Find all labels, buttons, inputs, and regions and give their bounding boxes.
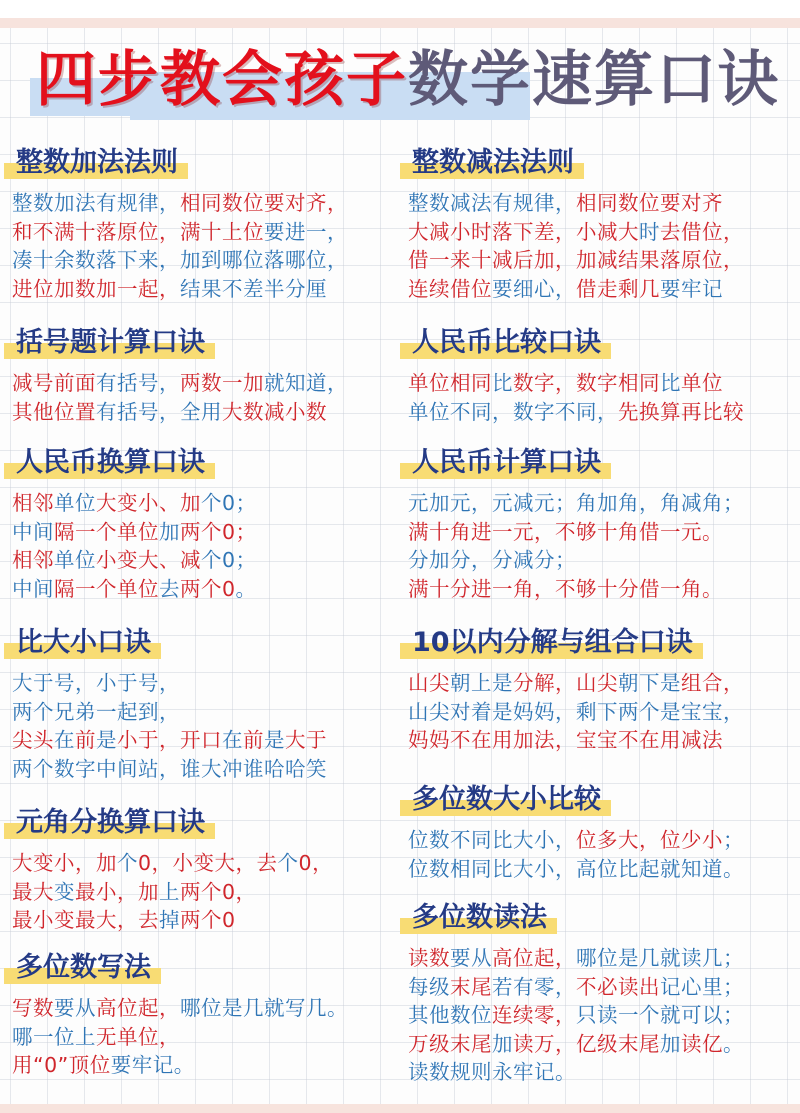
title-part-red: 四步教会孩子	[36, 45, 408, 115]
blue-text-run: 是	[96, 728, 117, 752]
red-text-run: 单位相同	[408, 371, 492, 395]
red-text-run: 写数	[12, 996, 54, 1020]
section-right-1	[408, 325, 744, 426]
section-left-0	[12, 145, 348, 303]
rhyme-line	[408, 575, 744, 604]
section-title-text: 多位数写法	[16, 952, 151, 983]
red-text-run: 减号前面	[12, 371, 96, 395]
section-title-text: 比大小口诀	[16, 627, 151, 658]
blue-text-run: 加到哪位落哪位，	[180, 248, 348, 272]
blue-text-run: 两个兄弟一起到，	[12, 699, 180, 724]
red-text-run: 读亿	[681, 1031, 723, 1056]
rhyme-line	[12, 906, 333, 935]
section-left-5	[12, 950, 348, 1080]
blue-text-run: 个	[277, 851, 299, 875]
section-title-text: 括号题计算口诀	[16, 327, 205, 358]
rhyme-line	[12, 849, 333, 878]
rhyme-line	[12, 489, 257, 518]
blue-text-run: 大于号，小于号，	[12, 671, 180, 695]
red-text-run: 分解，山尖	[513, 671, 618, 695]
rhyme-line	[12, 1023, 348, 1052]
section-right-0	[408, 145, 744, 303]
section-body	[12, 994, 348, 1080]
rhyme-line	[12, 218, 348, 247]
section-body	[408, 669, 744, 755]
blue-text-run: 要从	[450, 946, 492, 970]
red-text-run: 先换算再比较	[618, 399, 744, 424]
section-title	[408, 625, 697, 661]
blue-text-run: 山尖对着是妈妈，剩下两个是宝宝，	[408, 699, 744, 724]
blue-text-run: 朝上是	[450, 671, 513, 695]
red-text-run: 去借位，	[660, 219, 744, 244]
blue-text-run: 比	[492, 371, 513, 395]
red-text-run: 连续借位	[408, 276, 492, 301]
rhyme-line	[408, 246, 744, 275]
blue-text-run: 是	[264, 728, 285, 752]
blue-text-run: ；	[723, 828, 744, 852]
blue-text-run: 元加元，元减元；角加角，角减角；	[408, 491, 744, 515]
section-left-2	[12, 445, 257, 603]
red-text-run: 相同数位要对齐	[576, 191, 723, 215]
red-text-run: 妈妈不在用加法，宝宝不在用减法	[408, 728, 723, 752]
blue-text-run: 中间	[12, 519, 54, 544]
red-text-run: 大变小，加	[12, 851, 117, 875]
blue-text-run: 凑十余数落下来，	[12, 248, 180, 272]
section-title	[12, 950, 155, 986]
blue-text-run: 有括号，	[96, 371, 180, 395]
section-title	[408, 445, 605, 481]
red-text-run: 隔一个单位	[54, 519, 159, 544]
section-title-text: 元角分换算口诀	[16, 807, 205, 838]
section-title-text: 人民币换算口诀	[16, 447, 205, 478]
section-left-4	[12, 805, 333, 935]
rhyme-line	[408, 518, 744, 547]
blue-text-run: 时	[639, 219, 660, 244]
red-text-run: 高位起，	[492, 946, 576, 970]
section-title-text: 10以内分解与组合口诀	[412, 627, 693, 658]
bottom-divider	[0, 1104, 800, 1113]
red-text-run: 最大	[12, 879, 54, 904]
section-body	[408, 489, 744, 603]
blue-text-run: 个0；	[201, 548, 257, 572]
blue-text-run: 在	[54, 728, 75, 752]
blue-text-run: 变	[54, 879, 75, 904]
title-text	[36, 44, 780, 116]
rhyme-line	[408, 218, 744, 247]
red-text-run: 前	[75, 728, 96, 752]
red-text-run: 高位起，	[96, 996, 180, 1020]
blue-text-run: 加	[159, 519, 180, 544]
red-text-run: 万级末尾	[408, 1031, 492, 1056]
section-body	[408, 189, 744, 303]
title-part-grey: 数学速算口诀	[408, 45, 780, 115]
red-text-run: 其他位置	[12, 399, 96, 424]
red-text-run: 不必读出	[576, 974, 660, 999]
rhyme-line	[12, 698, 327, 727]
rhyme-line	[408, 973, 744, 1002]
red-text-run: 读万，亿级末尾	[513, 1031, 660, 1056]
red-text-run: 隔一个单位	[54, 576, 159, 601]
section-title	[12, 145, 182, 181]
red-text-run: 连续零，	[492, 1003, 576, 1027]
blue-text-run: 有括号，	[96, 399, 180, 424]
rhyme-line	[12, 189, 348, 218]
section-left-3	[12, 625, 327, 783]
section-title-text: 人民币计算口诀	[412, 447, 601, 478]
red-text-run: 用“0”顶位	[12, 1053, 111, 1077]
section-body	[12, 669, 327, 783]
rhyme-line	[408, 489, 744, 518]
blue-text-run: 就知道，	[264, 371, 348, 395]
rhyme-line	[12, 275, 348, 304]
red-text-run: 借走剩几	[576, 276, 660, 301]
red-text-run: 大减小时落下差，小减大	[408, 219, 639, 244]
blue-text-run: 单位不同，数字不同，	[408, 399, 618, 424]
section-right-4	[408, 782, 744, 883]
red-text-run: 相同数位要对齐，	[180, 191, 348, 215]
section-body	[12, 849, 333, 935]
rhyme-line	[408, 275, 744, 304]
rhyme-line	[12, 669, 327, 698]
red-text-run: 借一来十减后加，加减结果落原位，	[408, 248, 744, 272]
rhyme-line	[408, 546, 744, 575]
section-title-text: 整数减法法则	[412, 147, 574, 178]
blue-text-run: 每级	[408, 974, 450, 999]
blue-text-run: 只读一个就可以；	[576, 1003, 744, 1027]
red-text-run: 数字，数字相同	[513, 371, 660, 395]
blue-text-run: 朝下是	[618, 671, 681, 695]
blue-text-run: 要牢记。	[110, 1053, 195, 1077]
rhyme-line	[408, 1030, 744, 1059]
rhyme-line	[408, 369, 744, 398]
rhyme-line	[12, 575, 257, 604]
blue-text-run: 读数规则永牢记。	[408, 1060, 576, 1084]
rhyme-line	[12, 755, 327, 784]
rhyme-line	[408, 189, 744, 218]
red-text-run: 两个0	[180, 576, 236, 601]
rhyme-line	[408, 698, 744, 727]
blue-text-run: 去	[159, 576, 180, 601]
rhyme-line	[408, 826, 744, 855]
red-text-run: 大于	[285, 728, 327, 752]
blue-text-run: 结果不差半分厘	[180, 276, 327, 301]
section-body	[408, 944, 744, 1087]
rhyme-line	[12, 398, 348, 427]
blue-text-run: 其他数位	[408, 1003, 492, 1027]
blue-text-run: 比	[660, 371, 681, 395]
red-text-run: 无单位，	[96, 1024, 180, 1049]
section-body	[12, 369, 348, 426]
blue-text-run: 单位	[54, 491, 96, 515]
blue-text-run: 记心里；	[660, 974, 744, 999]
red-text-run: 单位	[681, 371, 723, 395]
red-text-run: 0，	[298, 851, 334, 875]
section-title	[408, 325, 605, 361]
rhyme-line	[12, 246, 348, 275]
blue-text-run: 要进一，	[264, 219, 348, 244]
top-divider	[0, 18, 800, 28]
blue-text-run: 哪位是几就写几。	[180, 996, 348, 1020]
section-title-text: 多位数大小比较	[412, 784, 601, 815]
blue-text-run: 全用	[180, 399, 222, 424]
blue-text-run: 要牢记	[660, 276, 723, 301]
red-text-run: 进位加数加一起，	[12, 276, 180, 301]
blue-text-run: 要细心，	[492, 276, 576, 301]
blue-text-run: 位数相同比大小，高位比起就知道。	[408, 856, 744, 881]
red-text-run: 位多大，位少小	[576, 828, 723, 852]
blue-text-run: 单位	[54, 548, 96, 572]
blue-text-run: 若有零，	[492, 974, 576, 999]
blue-text-run: 加	[492, 1031, 513, 1056]
blue-text-run: 掉	[159, 908, 180, 932]
section-body	[12, 489, 257, 603]
section-body	[408, 369, 744, 426]
rhyme-line	[12, 1051, 348, 1080]
section-title	[12, 805, 209, 841]
blue-text-run: 加	[660, 1031, 681, 1056]
blue-text-run: 。	[235, 576, 257, 601]
red-text-run: 两个0；	[180, 519, 257, 544]
blue-text-run: 分加分，分减分；	[408, 548, 576, 572]
red-text-run: 两个0，	[180, 879, 257, 904]
section-title	[408, 900, 551, 936]
blue-text-run: 两个数字中间站，谁大冲谁哈哈笑	[12, 756, 327, 781]
section-title	[12, 445, 209, 481]
section-title	[12, 625, 155, 661]
rhyme-line	[408, 1058, 744, 1087]
red-text-run: 和不满十落原位，	[12, 219, 180, 244]
rhyme-line	[12, 546, 257, 575]
rhyme-line	[408, 855, 744, 884]
blue-text-run: 上	[159, 879, 180, 904]
red-text-run: 读数	[408, 946, 450, 970]
section-right-3	[408, 625, 744, 755]
rhyme-line	[408, 1001, 744, 1030]
red-text-run: 组合，	[681, 671, 744, 695]
red-text-run: 两数一加	[180, 371, 264, 395]
red-text-run: 相邻	[12, 491, 54, 515]
red-text-run: 大变小、加	[96, 491, 201, 515]
red-text-run: 满十角进一元，不够十角借一元。	[408, 519, 723, 544]
section-body	[408, 826, 744, 883]
blue-text-run: 个	[117, 851, 138, 875]
blue-text-run: 整数减法有规律，	[408, 191, 576, 215]
section-title-text: 人民币比较口诀	[412, 327, 601, 358]
red-text-run: 小变大、减	[96, 548, 201, 572]
section-title	[12, 325, 209, 361]
red-text-run: 满十上位	[180, 219, 264, 244]
red-text-run: 前	[243, 728, 264, 752]
section-title-text: 整数加法法则	[16, 147, 178, 178]
section-body	[12, 189, 348, 303]
blue-text-run: 整数加法有规律，	[12, 191, 180, 215]
section-title	[408, 782, 605, 818]
rhyme-line	[408, 398, 744, 427]
red-text-run: 末尾	[450, 974, 492, 999]
red-text-run: 最小，加	[75, 879, 159, 904]
rhyme-line	[12, 518, 257, 547]
top-margin	[0, 0, 800, 18]
red-text-run: 大数减小数	[222, 399, 327, 424]
rhyme-line	[12, 369, 348, 398]
section-title	[408, 145, 578, 181]
section-right-2	[408, 445, 744, 603]
blue-text-run: 。	[723, 1031, 744, 1056]
blue-text-run: 哪一位上	[12, 1024, 96, 1049]
section-right-5	[408, 900, 744, 1087]
blue-text-run: 在	[222, 728, 243, 752]
red-text-run: 两个0	[180, 908, 236, 932]
red-text-run: 0，小变大，去	[138, 851, 278, 875]
red-text-run: 山尖	[408, 671, 450, 695]
rhyme-line	[408, 669, 744, 698]
blue-text-run: 中间	[12, 576, 54, 601]
red-text-run: 相邻	[12, 548, 54, 572]
red-text-run: 尖头	[12, 728, 54, 752]
rhyme-line	[12, 726, 327, 755]
page-title	[30, 40, 780, 120]
section-title-text: 多位数读法	[412, 902, 547, 933]
red-text-run: 满十分进一角，不够十分借一角。	[408, 576, 723, 601]
blue-text-run: 要从	[54, 996, 96, 1020]
rhyme-line	[408, 726, 744, 755]
rhyme-line	[12, 878, 333, 907]
blue-text-run: 哪位是几就读几；	[576, 946, 744, 970]
rhyme-line	[12, 994, 348, 1023]
blue-text-run: 位数不同比大小，	[408, 828, 576, 852]
red-text-run: 小于，开口	[117, 728, 222, 752]
rhyme-line	[408, 944, 744, 973]
red-text-run: 最小变最大，去	[12, 908, 159, 932]
section-left-1	[12, 325, 348, 426]
blue-text-run: 个0；	[201, 491, 257, 515]
